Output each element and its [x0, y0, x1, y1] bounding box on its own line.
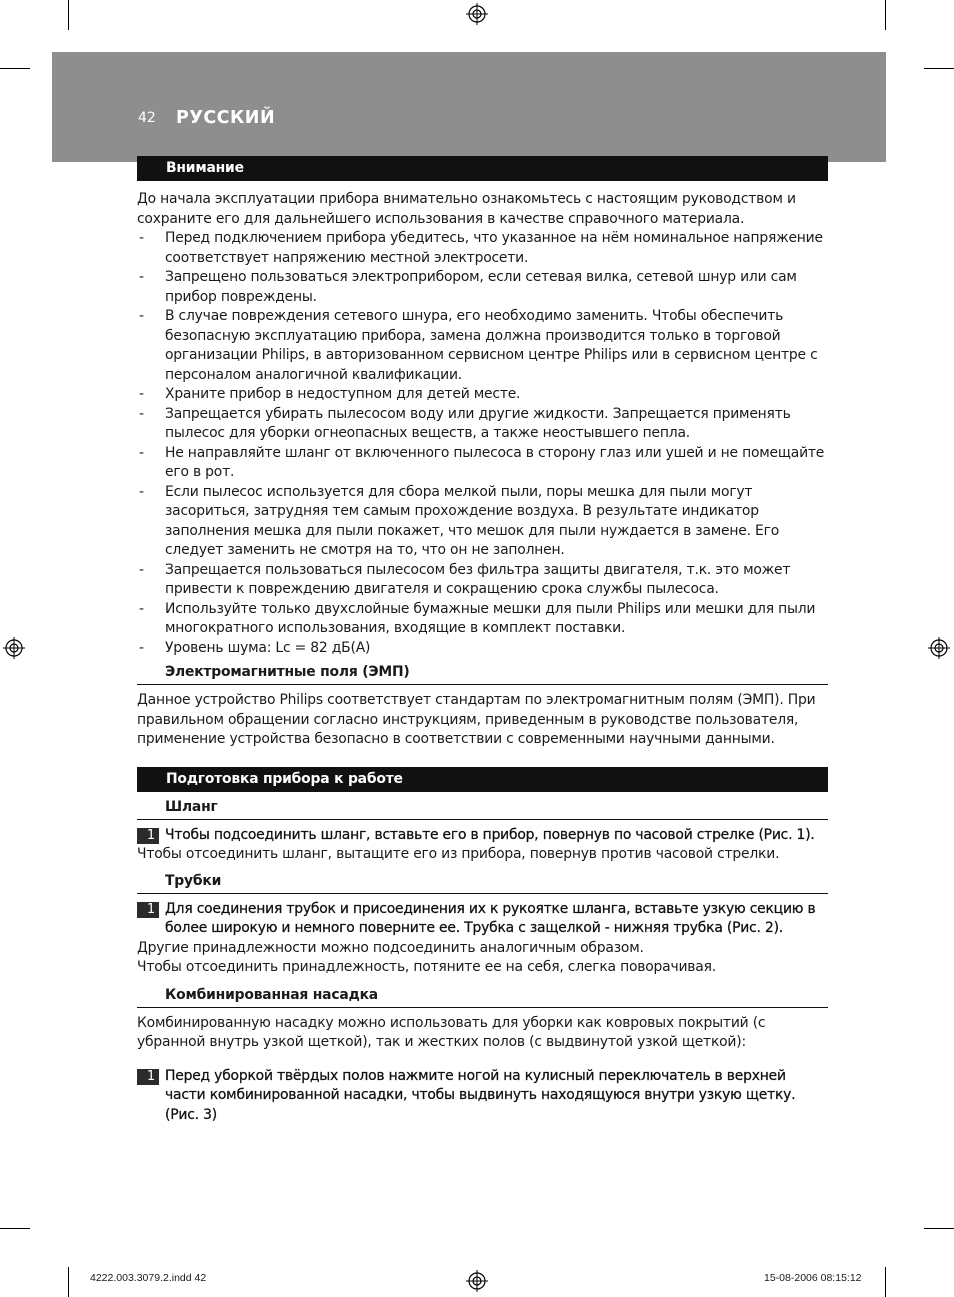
step-number: 1: [137, 902, 159, 918]
step-number: 1: [137, 828, 159, 844]
crop-mark: [924, 1228, 954, 1229]
tubes-note-2: Чтобы отсоединить принадлежность, потяните ее на себя, слегка поворачивая.: [137, 959, 716, 975]
step-text: Перед уборкой твёрдых полов нажмите ногой на кулисный переключатель в верхней части комбинированной насадки, чтобы выдвинуть находящуюся внутри узкую щетку. (Рис. 3): [165, 1067, 796, 1123]
subhead-emf: Электромагнитные поля (ЭМП): [137, 662, 828, 685]
crop-mark: [924, 68, 954, 69]
header-band: [52, 52, 886, 162]
list-item: - Если пылесос используется для сбора мелкой пыли, поры мешка для пыли могут засориться, затрудняя тем самым прохождение воздуха. В результате индикатор заполнения мешка для пыли покажет, что мешок для пыли нуждается в замене. Его следует заменить не смотря на то, что он не заполнен.: [137, 483, 828, 561]
crop-mark: [885, 1267, 886, 1297]
page-content: [137, 156, 828, 1125]
registration-mark-icon: [3, 637, 25, 659]
registration-mark-icon: [466, 1270, 488, 1292]
list-item: - Уровень шума: Lc = 82 дБ(A): [137, 639, 828, 659]
tubes-note-1: Другие принадлежности можно подсоединить аналогичным образом.: [137, 939, 644, 956]
crop-mark: [885, 0, 886, 30]
list-item: - Запрещается пользоваться пылесосом без фильтра защиты двигателя, т.к. это может привести к повреждению двигателя и сокращению срока службы пылесоса.: [137, 561, 828, 600]
step-number: 1: [137, 1069, 159, 1085]
page-number: 42: [138, 110, 156, 126]
section-bar-preparation: Подготовка прибора к работе: [137, 767, 828, 792]
footer-datetime: 15-08-2006 08:15:12: [764, 1272, 862, 1284]
crop-mark: [0, 1228, 30, 1229]
registration-mark-icon: [928, 637, 950, 659]
list-item: - Храните прибор в недоступном для детей месте.: [137, 385, 828, 405]
step-text: Чтобы подсоединить шланг, вставьте его в прибор, повернув по часовой стрелке (Рис. 1).: [165, 826, 815, 843]
section-bar-warning: Внимание: [137, 156, 828, 181]
list-item: - Перед подключением прибора убедитесь, что указанное на нём номинальное напряжение соответствует напряжению местной электросети.: [137, 229, 828, 268]
subhead-combi: Комбинированная насадка: [137, 985, 828, 1008]
list-item: - Запрещается убирать пылесосом воду или другие жидкости. Запрещается применять пылесос для уборки огнеопасных веществ, а также неостывшего пепла.: [137, 405, 828, 444]
subhead-hose: Шланг: [137, 797, 828, 820]
page-language-title: РУССКИЙ: [176, 108, 276, 128]
hose-note: Чтобы отсоединить шланг, вытащите его из прибора, повернув против часовой стрелки.: [137, 846, 780, 862]
tubes-step: [137, 900, 828, 939]
crop-mark: [68, 1267, 69, 1297]
list-item: - Запрещено пользоваться электроприбором, если сетевая вилка, сетевой шнур или сам прибор повреждены.: [137, 268, 828, 307]
list-item: - Не направляйте шланг от включенного пылесоса в сторону глаз или ушей и не помещайте его в рот.: [137, 444, 828, 483]
footer-file-info: 4222.003.3079.2.indd 42: [90, 1272, 207, 1284]
hose-step: [137, 826, 828, 846]
subhead-tubes: Трубки: [137, 871, 828, 894]
step-text: Для соединения трубок и присоединения их к рукоятке шланга, вставьте узкую секцию в более широкую и немного поверните ее. Трубка с защелкой - нижняя трубка (Рис. 2).: [165, 900, 816, 936]
emf-text: Данное устройство Philips соответствует стандартам по электромагнитным полям (ЭМП). При правильном обращении согласно инструкциям, приведенным в руководстве пользователя, применение устройства безопасно в соответствии с современными научными данными.: [137, 692, 816, 747]
combi-intro: Комбинированную насадку можно использовать для уборки как ковровых покрытий (с убранной внутрь узкой щеткой), так и жестких полов (с выдвинутой узкой щеткой):: [137, 1014, 766, 1050]
list-item: - Используйте только двухслойные бумажные мешки для пыли Philips или мешки для пыли многократного использования, входящие в комплект поставки.: [137, 600, 828, 639]
combi-step: [137, 1067, 828, 1126]
list-item: - В случае повреждения сетевого шнура, его необходимо заменить. Чтобы обеспечить безопасную эксплуатацию прибора, замена должна производится только в торговой организации Philips, в авторизованном сервисном центре Philips или в сервисном центре с персоналом аналогичной квалификации.: [137, 307, 828, 385]
registration-mark-icon: [466, 3, 488, 25]
crop-mark: [68, 0, 69, 30]
warning-list: [137, 229, 828, 658]
warning-intro: До начала эксплуатации прибора внимательно ознакомьтесь с настоящим руководством и сохраните его для дальнейшего использования в качестве справочного материала.: [137, 191, 796, 227]
crop-mark: [0, 68, 30, 69]
